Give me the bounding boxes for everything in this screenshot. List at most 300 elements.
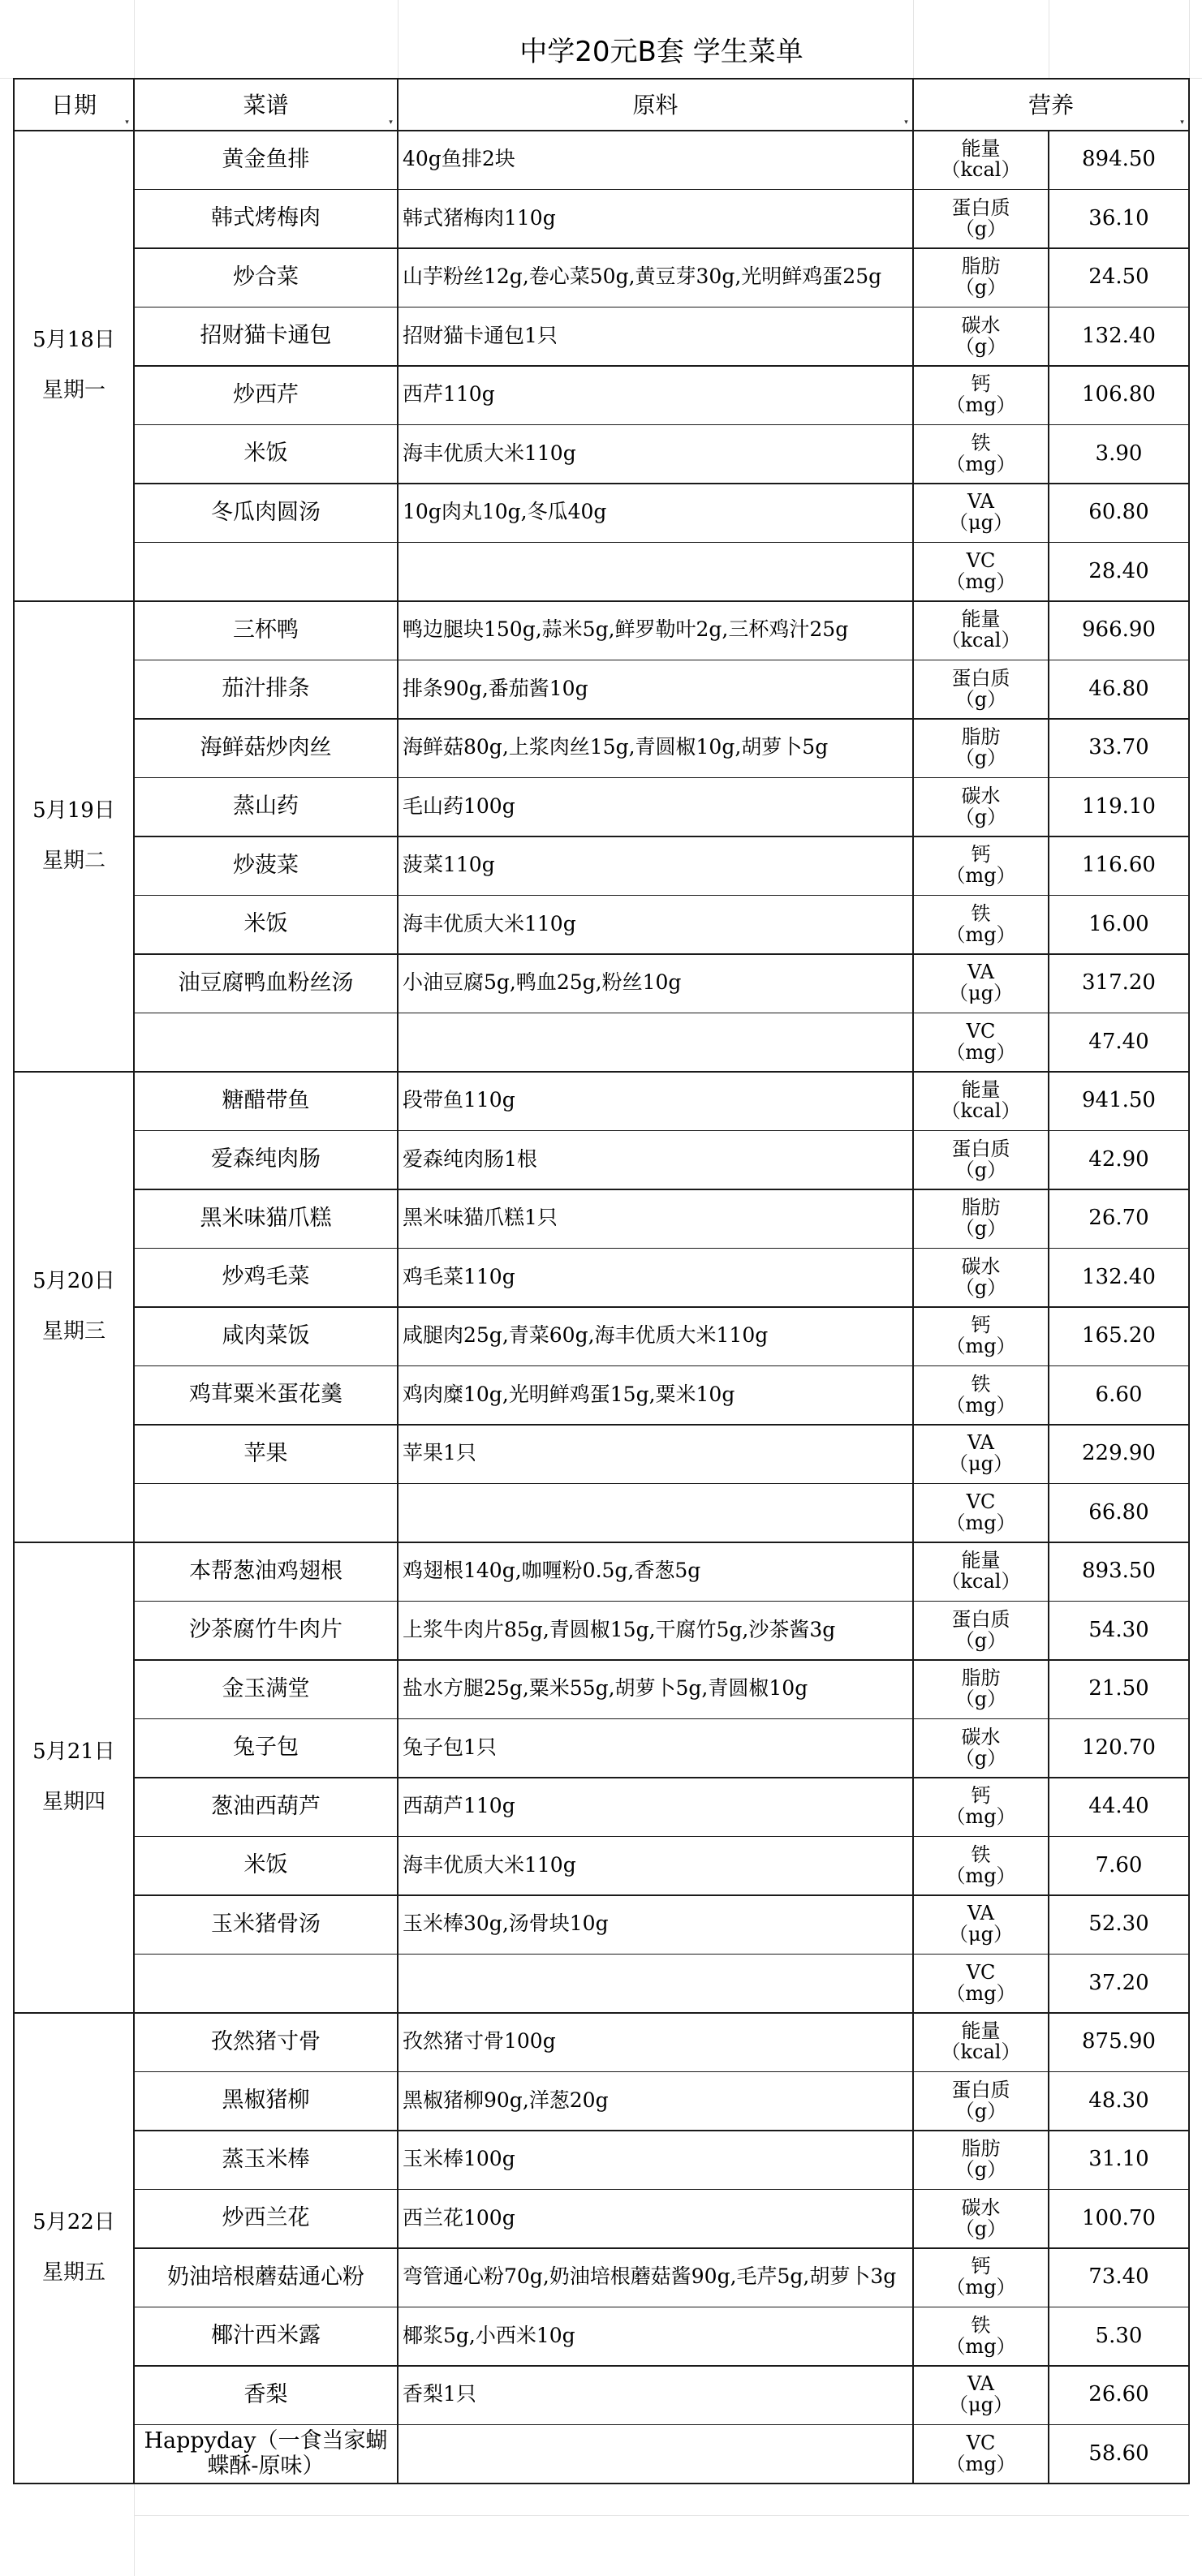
nutrient-label	[913, 542, 1049, 601]
nutrient-unit: （g）	[954, 687, 1007, 711]
nutrient-name: 能量	[961, 2019, 1001, 2043]
row-border	[134, 718, 1189, 720]
nutrient-value: 229.90	[1082, 1441, 1156, 1466]
dish-name: 冬瓜肉圆汤	[211, 499, 321, 525]
nutrient-name: 能量	[961, 608, 1001, 631]
dish-ingredients: 10g肉丸10g,冬瓜40g	[403, 500, 607, 524]
nutrient-name: 钙	[971, 1314, 991, 1337]
nutrient-unit: （mg）	[946, 864, 1016, 888]
nutrient-name: 脂肪	[961, 1196, 1001, 1219]
nutrient-unit: （g）	[954, 2217, 1007, 2240]
dish-name: 爱森纯肉肠	[211, 1146, 321, 1172]
nutrient-unit: （mg）	[946, 1393, 1016, 1417]
day-border	[14, 1071, 1189, 1073]
nutrient-unit: （g）	[954, 2158, 1007, 2182]
dish-name: 咸肉菜饭	[222, 1322, 310, 1348]
header-dish: 菜谱	[243, 92, 289, 118]
nutrient-unit: （mg）	[946, 1040, 1016, 1064]
dish-ingredients: 椰浆5g,小西米10g	[403, 2323, 575, 2347]
nutrient-unit: （kcal）	[941, 158, 1021, 182]
nutrient-value: 966.90	[1082, 617, 1156, 643]
dish-ingredients: 海丰优质大米110g	[403, 441, 576, 465]
dish-name: 椰汁西米露	[211, 2323, 321, 2349]
nutrient-name: VC	[966, 1960, 996, 1984]
nutrient-name: 碳水	[961, 1725, 1001, 1748]
row-border	[134, 1130, 1189, 1132]
nutrient-name: 碳水	[961, 784, 1001, 807]
dish-ingredients: 菠菜110g	[403, 853, 495, 877]
grid-line	[1189, 0, 1190, 78]
nutrient-name: 铁	[971, 2313, 991, 2337]
date-cell	[14, 2012, 134, 2483]
nutrient-name: 蛋白质	[951, 196, 1010, 219]
dish-ingredients: 毛山药100g	[403, 793, 515, 818]
dish-ingredients: 上浆牛肉片85g,青圆椒15g,干腐竹5g,沙茶酱3g	[403, 1617, 836, 1641]
row-border	[134, 1306, 1189, 1308]
date-cell	[14, 1071, 134, 1542]
dish-name	[134, 1483, 398, 1542]
dish-name: 兔子包	[233, 1735, 299, 1761]
nutrient-value: 116.60	[1082, 853, 1156, 878]
nutrient-unit: （mg）	[946, 1981, 1016, 2005]
row-border	[134, 424, 1189, 426]
nutrient-value: 941.50	[1082, 1088, 1156, 1113]
nutrient-name: 蛋白质	[951, 1137, 1010, 1160]
nutrient-label	[913, 307, 1049, 366]
date-label: 5月19日	[32, 798, 115, 823]
nutrient-label	[913, 1013, 1049, 1072]
nutrient-unit: （g）	[954, 1275, 1007, 1299]
nutrient-value: 66.80	[1088, 1499, 1149, 1525]
nutrient-unit: （g）	[954, 276, 1007, 299]
nutrient-unit: （μg）	[949, 1923, 1013, 1946]
nutrient-label	[913, 2071, 1049, 2131]
row-border	[134, 1836, 1189, 1838]
nutrient-label	[913, 2130, 1049, 2189]
day-border	[14, 2012, 1189, 2014]
table-border-bottom	[14, 2483, 1189, 2484]
nutrient-value: 28.40	[1088, 558, 1149, 583]
row-border	[134, 1189, 1189, 1190]
dish-ingredients	[398, 1013, 913, 1072]
date-cell	[14, 600, 134, 1071]
nutrient-name: 碳水	[961, 313, 1001, 337]
filter-dropdown-icon[interactable]	[1178, 119, 1186, 127]
grid-line	[913, 0, 914, 78]
dish-name: 炒西兰花	[222, 2205, 310, 2231]
dish-name	[134, 1013, 398, 1072]
row-border	[134, 2071, 1189, 2073]
dish-ingredients: 咸腿肉25g,青菜60g,海丰优质大米110g	[403, 1323, 769, 1348]
nutrient-value: 60.80	[1088, 500, 1149, 525]
nutrient-label	[913, 953, 1049, 1013]
row-border	[134, 189, 1189, 191]
row-border	[134, 2307, 1189, 2308]
dish-name: 黄金鱼排	[222, 146, 310, 172]
nutrient-name: 能量	[961, 137, 1001, 161]
nutrient-label	[913, 1601, 1049, 1660]
nutrient-value: 26.60	[1088, 2382, 1149, 2407]
nutrient-unit: （mg）	[946, 2276, 1016, 2299]
nutrient-unit: （g）	[954, 2099, 1007, 2122]
dish-name: 炒西芹	[233, 381, 299, 407]
nutrient-value: 24.50	[1088, 264, 1149, 290]
nutrient-name: VA	[967, 2372, 995, 2396]
nutrient-unit: （mg）	[946, 1805, 1016, 1829]
nutrient-name: VA	[967, 1431, 995, 1455]
header-date: 日期	[50, 92, 97, 118]
nutrient-name: 铁	[971, 431, 991, 454]
nutrient-name: 蛋白质	[951, 2078, 1010, 2101]
dish-ingredients: 排条90g,番茄酱10g	[403, 676, 588, 700]
nutrient-label	[913, 1894, 1049, 1954]
nutrient-unit: （g）	[954, 746, 1007, 770]
nutrient-name: 能量	[961, 1549, 1001, 1572]
nutrient-name: VC	[966, 1019, 996, 1043]
nutrient-name: 钙	[971, 2255, 991, 2278]
nutrient-label	[913, 1248, 1049, 1307]
nutrient-value: 875.90	[1082, 2029, 1156, 2054]
dish-name: 蒸玉米棒	[222, 2146, 310, 2172]
row-border	[134, 2424, 1189, 2426]
nutrient-value: 119.10	[1082, 793, 1156, 819]
nutrient-value: 36.10	[1088, 205, 1149, 230]
nutrient-label	[913, 1718, 1049, 1778]
dish-ingredients	[398, 1483, 913, 1542]
dish-name: 香梨	[243, 2381, 288, 2407]
filter-dropdown-icon[interactable]	[387, 119, 394, 127]
row-border	[134, 247, 1189, 249]
nutrient-name: 钙	[971, 372, 991, 396]
dish-ingredients: 孜然猪寸骨100g	[403, 2029, 556, 2053]
nutrient-name: 铁	[971, 1372, 991, 1396]
nutrient-label	[913, 1189, 1049, 1248]
dish-name: 葱油西葫芦	[211, 1793, 321, 1819]
nutrient-name: VC	[966, 548, 996, 572]
nutrient-label	[913, 247, 1049, 307]
date-cell	[14, 130, 134, 600]
nutrient-name: 铁	[971, 901, 991, 925]
dish-name	[134, 1954, 398, 2013]
dish-name: 糖醋带鱼	[222, 1087, 310, 1113]
table-border-top	[14, 78, 1189, 80]
nutrient-label	[913, 1365, 1049, 1425]
nutrient-label	[913, 2247, 1049, 2307]
nutrient-value: 73.40	[1088, 2264, 1149, 2290]
dish-name: 黑米味猫爪糕	[200, 1205, 332, 1231]
dish-name: 沙茶腐竹牛肉片	[189, 1617, 343, 1643]
row-border	[134, 2130, 1189, 2131]
dish-name: 本帮葱油鸡翅根	[189, 1558, 343, 1584]
column-border	[1048, 130, 1049, 2484]
nutrient-label	[913, 1954, 1049, 2013]
nutrient-unit: （mg）	[946, 1335, 1016, 1358]
nutrient-unit: （g）	[954, 805, 1007, 828]
dish-ingredients: 小油豆腐5g,鸭血25g,粉丝10g	[403, 970, 682, 995]
nutrient-label	[913, 1836, 1049, 1895]
row-border	[134, 307, 1189, 308]
nutrient-label	[913, 365, 1049, 424]
nutrient-label	[913, 130, 1049, 189]
nutrient-value: 894.50	[1082, 147, 1156, 172]
dish-name: 蒸山药	[233, 793, 299, 819]
nutrient-value: 58.60	[1088, 2441, 1149, 2466]
dish-name: 米饭	[243, 1852, 288, 1878]
column-border	[133, 78, 135, 2484]
row-border	[134, 365, 1189, 367]
nutrient-unit: （g）	[954, 1688, 1007, 1711]
dish-name	[134, 542, 398, 601]
nutrient-name: 脂肪	[961, 1666, 1001, 1690]
dish-ingredients: 40g鱼排2块	[403, 147, 515, 171]
nutrient-value: 26.70	[1088, 1206, 1149, 1231]
column-border	[912, 78, 914, 2484]
day-border	[14, 600, 1189, 602]
nutrient-unit: （g）	[954, 334, 1007, 358]
nutrient-value: 120.70	[1082, 1735, 1156, 1760]
nutrient-unit: （mg）	[946, 1511, 1016, 1534]
dish-ingredients: 西芹110g	[403, 382, 495, 406]
nutrient-unit: （kcal）	[941, 629, 1021, 652]
row-border	[134, 895, 1189, 897]
date-label: 5月21日	[32, 1740, 115, 1764]
nutrient-name: VC	[966, 2431, 996, 2454]
row-border	[134, 483, 1189, 484]
dish-ingredients: 海丰优质大米110g	[403, 911, 576, 935]
day-border	[14, 1542, 1189, 1543]
nutrient-value: 21.50	[1088, 1676, 1149, 1701]
dish-name: 韩式烤梅肉	[211, 205, 321, 231]
nutrient-unit: （kcal）	[941, 1099, 1021, 1123]
nutrient-label	[913, 2424, 1049, 2484]
dish-ingredients: 鸭边腿块150g,蒜米5g,鲜罗勒叶2g,三杯鸡汁25g	[403, 617, 849, 642]
nutrient-unit: （kcal）	[941, 2041, 1021, 2064]
nutrient-name: 蛋白质	[951, 1607, 1010, 1631]
nutrient-unit: （μg）	[949, 982, 1013, 1005]
weekday-label: 星期二	[41, 849, 106, 873]
dish-name: 孜然猪寸骨	[211, 2028, 321, 2054]
row-border	[134, 542, 1189, 544]
nutrient-name: 碳水	[961, 1254, 1001, 1278]
dish-name: 三杯鸭	[233, 617, 299, 643]
dish-name: 苹果	[243, 1440, 288, 1466]
nutrient-value: 132.40	[1082, 323, 1156, 348]
dish-name: 米饭	[243, 911, 288, 937]
dish-ingredients: 海鲜菇80g,上浆肉丝15g,青圆椒10g,胡萝卜5g	[403, 735, 829, 759]
row-border	[134, 2189, 1189, 2191]
dish-name: 招财猫卡通包	[200, 323, 332, 349]
dish-name: 海鲜菇炒肉丝	[200, 734, 332, 760]
nutrient-unit: （mg）	[946, 452, 1016, 475]
nutrient-unit: （μg）	[949, 1452, 1013, 1476]
dish-ingredients: 香梨1只	[403, 2382, 476, 2406]
page-title: 中学20元B套 学生菜单	[519, 35, 803, 68]
nutrient-label	[913, 1130, 1049, 1189]
weekday-label: 星期一	[41, 378, 106, 402]
nutrient-name: 钙	[971, 1784, 991, 1808]
nutrient-label	[913, 2307, 1049, 2366]
nutrient-unit: （kcal）	[941, 1570, 1021, 1593]
nutrient-label	[913, 189, 1049, 248]
nutrient-value: 42.90	[1088, 1146, 1149, 1172]
nutrient-unit: （g）	[954, 1628, 1007, 1652]
row-border	[134, 1601, 1189, 1602]
dish-name: 油豆腐鸭血粉丝汤	[178, 970, 354, 996]
dish-ingredients: 黑椒猪柳90g,洋葱20g	[403, 2088, 609, 2112]
dish-name: 黑椒猪柳	[222, 2088, 310, 2114]
nutrient-value: 46.80	[1088, 676, 1149, 701]
grid-line	[134, 2515, 1189, 2516]
nutrient-unit: （mg）	[946, 1864, 1016, 1887]
row-border	[134, 1483, 1189, 1485]
nutrient-label	[913, 2365, 1049, 2424]
nutrient-name: VC	[966, 1490, 996, 1513]
dish-name: 金玉满堂	[222, 1675, 310, 1701]
nutrient-label	[913, 600, 1049, 660]
nutrient-value: 6.60	[1095, 1382, 1143, 1407]
dish-ingredients: 弯管通心粉70g,奶油培根蘑菇酱90g,毛芹5g,胡萝卜3g	[403, 2264, 897, 2289]
dish-name: 米饭	[243, 441, 288, 467]
column-border	[1188, 78, 1190, 2484]
nutrient-label	[913, 777, 1049, 836]
dish-ingredients: 苹果1只	[403, 1441, 476, 1465]
dish-ingredients: 玉米棒100g	[403, 2147, 515, 2171]
date-label: 5月20日	[32, 1269, 115, 1293]
nutrient-unit: （μg）	[949, 511, 1013, 535]
dish-name: 炒鸡毛菜	[222, 1264, 310, 1290]
dish-ingredients	[398, 2424, 913, 2484]
nutrient-value: 33.70	[1088, 735, 1149, 760]
nutrient-label	[913, 1071, 1049, 1130]
nutrient-name: 脂肪	[961, 725, 1001, 749]
dish-ingredients: 盐水方腿25g,粟米55g,胡萝卜5g,青圆椒10g	[403, 1676, 808, 1701]
header-nutrition: 营养	[1028, 92, 1074, 118]
nutrient-value: 5.30	[1095, 2323, 1143, 2348]
nutrient-label	[913, 1659, 1049, 1718]
dish-ingredients	[398, 542, 913, 601]
dish-name: Happyday（一食当家蝴蝶酥-原味）	[144, 2428, 388, 2479]
dish-ingredients: 山芋粉丝12g,卷心菜50g,黄豆芽30g,光明鲜鸡蛋25g	[403, 264, 882, 289]
nutrient-name: VA	[967, 961, 995, 984]
dish-ingredients: 兔子包1只	[403, 1735, 497, 1759]
row-border	[134, 660, 1189, 661]
row-border	[134, 1659, 1189, 1661]
dish-ingredients: 招财猫卡通包1只	[403, 323, 558, 347]
nutrient-unit: （g）	[954, 1746, 1007, 1770]
row-border	[134, 2247, 1189, 2249]
dish-ingredients: 段带鱼110g	[403, 1088, 515, 1112]
nutrient-name: VA	[967, 1902, 995, 1925]
row-border	[134, 1013, 1189, 1014]
nutrient-name: VA	[967, 490, 995, 514]
nutrient-name: 铁	[971, 1843, 991, 1866]
dish-ingredients: 鸡肉糜10g,光明鲜鸡蛋15g,粟米10g	[403, 1382, 735, 1406]
dish-name: 炒菠菜	[233, 852, 299, 878]
row-border	[134, 953, 1189, 955]
nutrient-unit: （mg）	[946, 922, 1016, 946]
nutrient-value: 48.30	[1088, 2088, 1149, 2113]
nutrient-label	[913, 1424, 1049, 1483]
row-border	[134, 1424, 1189, 1426]
nutrient-value: 44.40	[1088, 1794, 1149, 1819]
nutrient-unit: （mg）	[946, 2334, 1016, 2358]
nutrient-value: 16.00	[1088, 911, 1149, 936]
nutrient-name: 脂肪	[961, 255, 1001, 278]
nutrient-label	[913, 2012, 1049, 2071]
dish-ingredients	[398, 1954, 913, 2013]
filter-dropdown-icon[interactable]	[123, 119, 131, 127]
nutrient-label	[913, 836, 1049, 895]
nutrient-value: 54.30	[1088, 1617, 1149, 1642]
dish-ingredients: 韩式猪梅肉110g	[403, 205, 556, 230]
nutrient-value: 100.70	[1082, 2205, 1156, 2230]
dish-name: 鸡茸粟米蛋花羹	[189, 1382, 343, 1408]
row-border	[134, 1718, 1189, 1720]
nutrient-unit: （mg）	[946, 2452, 1016, 2475]
row-border	[134, 2365, 1189, 2367]
nutrient-unit: （g）	[954, 1158, 1007, 1181]
nutrient-name: 钙	[971, 843, 991, 867]
nutrient-label	[913, 2189, 1049, 2248]
nutrient-label	[913, 483, 1049, 542]
nutrient-value: 7.60	[1095, 1852, 1143, 1877]
dish-name: 奶油培根蘑菇通心粉	[167, 2264, 364, 2290]
nutrient-value: 37.20	[1088, 1970, 1149, 1995]
dish-ingredients: 鸡翅根140g,咖喱粉0.5g,香葱5g	[403, 1559, 701, 1583]
row-border	[134, 1248, 1189, 1249]
nutrient-unit: （mg）	[946, 570, 1016, 593]
nutrient-label	[913, 1306, 1049, 1365]
row-border	[134, 777, 1189, 779]
nutrient-label	[913, 718, 1049, 777]
row-border	[134, 836, 1189, 837]
nutrient-name: 能量	[961, 1078, 1001, 1102]
nutrient-label	[913, 895, 1049, 954]
nutrient-name: 碳水	[961, 2195, 1001, 2219]
nutrient-label	[913, 1542, 1049, 1601]
nutrient-label	[913, 660, 1049, 719]
dish-name: 茄汁排条	[222, 676, 310, 702]
dish-ingredients: 海丰优质大米110g	[403, 1852, 576, 1877]
day-border	[14, 130, 1189, 131]
nutrient-unit: （g）	[954, 217, 1007, 240]
nutrient-unit: （mg）	[946, 393, 1016, 417]
row-border	[134, 1894, 1189, 1896]
nutrient-value: 3.90	[1095, 441, 1143, 466]
weekday-label: 星期五	[41, 2260, 106, 2285]
date-label: 5月18日	[32, 328, 115, 352]
date-cell	[14, 1542, 134, 2012]
dish-ingredients: 爱森纯肉肠1根	[403, 1146, 537, 1171]
date-label: 5月22日	[32, 2210, 115, 2234]
nutrient-value: 317.20	[1082, 970, 1156, 996]
nutrient-label	[913, 424, 1049, 484]
nutrient-value: 47.40	[1088, 1029, 1149, 1054]
dish-ingredients: 鸡毛菜110g	[403, 1264, 515, 1288]
nutrient-name: 蛋白质	[951, 666, 1010, 690]
column-border	[13, 78, 15, 2484]
filter-dropdown-icon[interactable]	[903, 119, 910, 127]
dish-name: 玉米猪骨汤	[211, 1911, 321, 1937]
weekday-label: 星期三	[41, 1319, 106, 1344]
nutrient-value: 132.40	[1082, 1264, 1156, 1289]
nutrient-value: 31.10	[1088, 2147, 1149, 2172]
nutrient-unit: （μg）	[949, 2393, 1013, 2417]
grid-line	[398, 0, 399, 78]
nutrient-value: 165.20	[1082, 1323, 1156, 1348]
dish-ingredients: 西葫芦110g	[403, 1794, 515, 1818]
nutrient-value: 106.80	[1082, 382, 1156, 407]
